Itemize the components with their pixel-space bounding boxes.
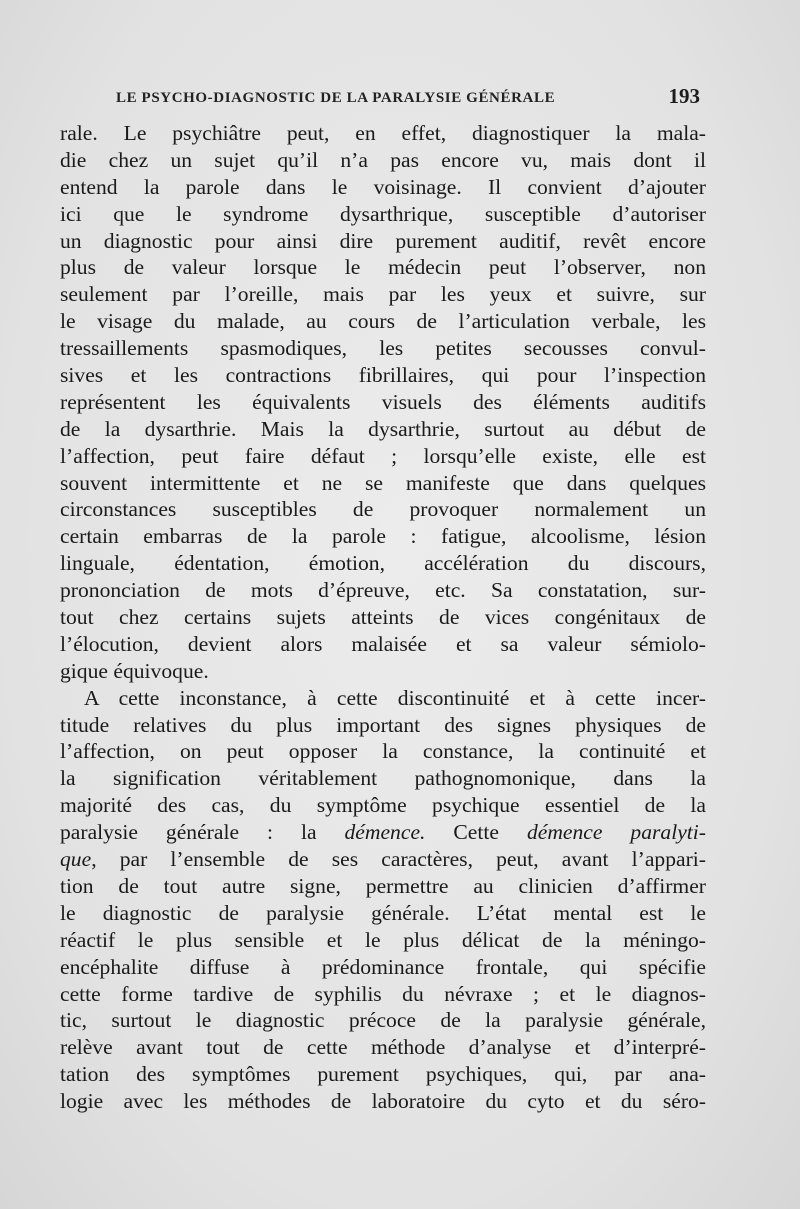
text-line: prononciation de mots d’épreuve, etc. Sa constatation, sur- bbox=[60, 578, 706, 603]
text-line: entend la parole dans le voisinage. Il convient d’ajouter bbox=[60, 174, 706, 199]
text-line: plus de valeur lorsque le médecin peut l’observer, non bbox=[60, 255, 706, 280]
italic-term: démence. bbox=[344, 820, 426, 845]
text-line: gique équivoque. bbox=[60, 658, 209, 683]
text-line: seulement par l’oreille, mais par les yeux et suivre, sur bbox=[60, 282, 706, 307]
text-line: souvent intermittente et ne se manifeste que dans quelques bbox=[60, 470, 706, 495]
text-line: circonstances susceptibles de provoquer normalement un bbox=[60, 497, 706, 522]
text-line: ici que le syndrome dysarthrique, susceptible d’autoriser bbox=[60, 201, 706, 226]
text-line: tout chez certains sujets atteints de vices congénitaux de bbox=[60, 605, 706, 630]
text-line: A cette inconstance, à cette discontinuité et à cette incer- bbox=[84, 685, 706, 710]
text-line: logie avec les méthodes de laboratoire du cyto et du séro- bbox=[60, 1089, 706, 1114]
text-segment: , par l’ensemble de ses caractères, peut, avant l’appari- bbox=[91, 847, 706, 872]
italic-term: démence paralyti- bbox=[526, 820, 706, 845]
text-line: linguale, édentation, émotion, accélération du discours, bbox=[60, 551, 706, 576]
text-line-italic bbox=[60, 846, 706, 873]
text-line: encéphalite diffuse à prédominance frontale, qui spécifie bbox=[60, 954, 706, 979]
text-line: die chez un sujet qu’il n’a pas encore vu, mais dont il bbox=[60, 147, 706, 172]
paragraph-2 bbox=[60, 685, 706, 1115]
italic-term: que bbox=[60, 847, 92, 872]
page-number: 193 bbox=[668, 84, 700, 108]
text-line: l’affection, on peut opposer la constance, la continuité et bbox=[60, 739, 706, 764]
text-line: un diagnostic pour ainsi dire purement auditif, revêt encore bbox=[60, 228, 706, 253]
text-line: la signification véritablement pathognomonique, dans la bbox=[60, 766, 706, 791]
text-line: rale. Le psychiâtre peut, en effet, diagnostiquer la mala- bbox=[60, 121, 706, 145]
running-head: LE PSYCHO-DIAGNOSTIC DE LA PARALYSIE GÉNÉRALE bbox=[116, 90, 556, 106]
text-line: certain embarras de la parole : fatigue, alcoolisme, lésion bbox=[60, 524, 706, 549]
text-line: tation des symptômes purement psychiques, qui, par ana- bbox=[60, 1062, 706, 1087]
text-line: le visage du malade, au cours de l’articulation verbale, les bbox=[60, 309, 706, 334]
text-line: l’affection, peut faire défaut ; lorsqu’elle existe, elle est bbox=[60, 443, 706, 468]
text-line: relève avant tout de cette méthode d’analyse et d’interpré- bbox=[60, 1035, 706, 1060]
text-line: tressaillements spasmodiques, les petites secousses convul- bbox=[60, 336, 706, 361]
paragraph-1 bbox=[60, 120, 706, 685]
text-line: tic, surtout le diagnostic précoce de la paralysie générale, bbox=[60, 1008, 706, 1033]
text-line: titude relatives du plus important des signes physiques de bbox=[60, 712, 706, 737]
text-line: représentent les équivalents visuels des éléments auditifs bbox=[60, 389, 706, 414]
text-segment: paralysie générale : la bbox=[60, 820, 345, 845]
text-line: de la dysarthrie. Mais la dysarthrie, surtout au début de bbox=[60, 416, 706, 441]
text-line: majorité des cas, du symptôme psychique essentiel de la bbox=[60, 793, 706, 818]
text-line: l’élocution, devient alors malaisée et sa valeur sémiolo- bbox=[60, 631, 706, 656]
text-line: tion de tout autre signe, permettre au clinicien d’affirmer bbox=[60, 873, 706, 898]
page-header bbox=[116, 84, 700, 112]
body-text bbox=[60, 120, 706, 1115]
text-line: le diagnostic de paralysie générale. L’état mental est le bbox=[60, 900, 706, 925]
text-line: cette forme tardive de syphilis du névraxe ; et le diagnos- bbox=[60, 981, 706, 1006]
text-segment: Cette bbox=[425, 820, 527, 845]
text-line-italic bbox=[60, 819, 706, 846]
text-line: réactif le plus sensible et le plus délicat de la méningo- bbox=[60, 927, 706, 952]
text-line: sives et les contractions fibrillaires, qui pour l’inspection bbox=[60, 363, 706, 388]
